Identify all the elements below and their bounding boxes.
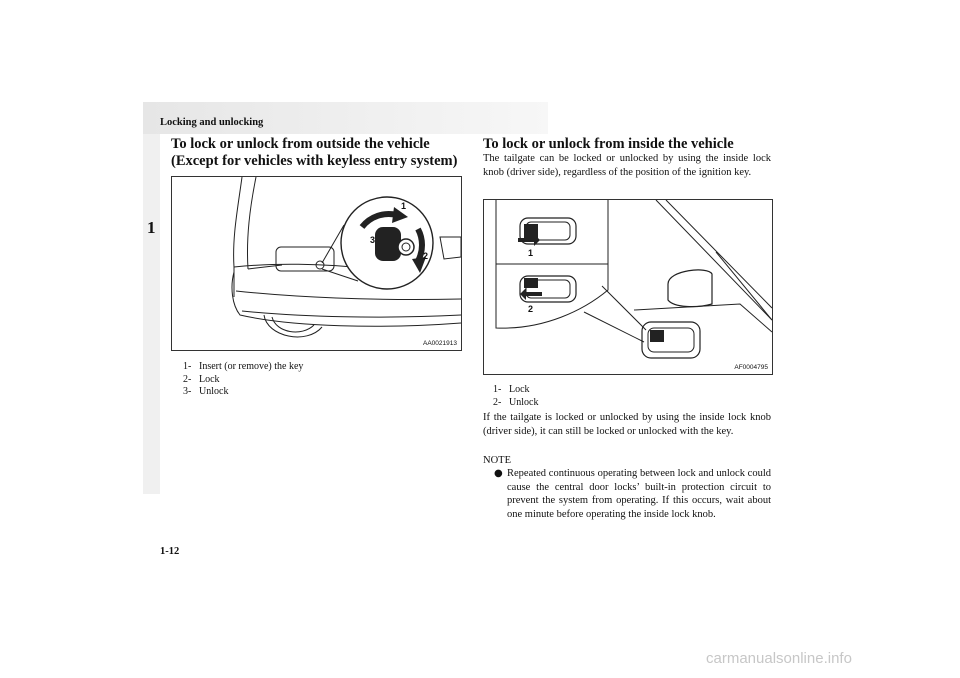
legend-item: 2- Lock (183, 373, 220, 385)
page-number: 1-12 (160, 546, 180, 557)
left-heading-line1: To lock or unlock from outside the vehicle (171, 136, 430, 152)
right-intro-paragraph: The tailgate can be locked or unlocked by using the inside lock knob (driver side), regardless of the position of the ignition key. (483, 153, 771, 178)
inside-lock-illustration (484, 200, 772, 374)
figure-code: AA0021913 (423, 340, 457, 347)
tailgate-key-illustration (172, 177, 461, 350)
callout-2: 2 (528, 304, 534, 314)
inside-lock-knob-figure (483, 199, 773, 375)
note-item (483, 467, 771, 521)
note-label: NOTE (483, 455, 511, 466)
callout-2: 2 (423, 251, 429, 261)
callout-3: 3 (370, 235, 376, 245)
left-legend (183, 361, 303, 399)
right-section-heading: To lock or unlock from inside the vehicle (483, 136, 734, 152)
tailgate-key-figure (171, 176, 462, 351)
callout-1: 1 (528, 248, 534, 258)
legend-item: 2- Unlock (493, 396, 539, 408)
watermark: carmanualsonline.info (706, 650, 852, 667)
bullet-icon: ● (494, 468, 503, 479)
left-section-heading (171, 136, 471, 170)
legend-item: 1- Lock (493, 384, 530, 395)
running-head: Locking and unlocking (160, 117, 264, 128)
callout-1: 1 (401, 201, 407, 211)
figure-code: AF0004795 (734, 364, 768, 371)
body-paragraph: If the tailgate is locked or unlocked by using the inside lock knob (driver side), it can still be locked or unlocked with the key. (483, 412, 771, 437)
chapter-number: 1 (147, 218, 156, 237)
right-legend (493, 384, 538, 409)
legend-item: 3- Unlock (183, 386, 229, 397)
legend-item: 1- Insert (or remove) the key (183, 361, 304, 372)
left-heading-line2: (Except for vehicles with keyless entry system) (171, 153, 458, 169)
chapter-tab (143, 134, 160, 494)
note-text: Repeated continuous operating between lock and unlock could cause the central door locks’ built-in protection circuit to prevent the system from operating. If this occurs, wait about one minute before operating the inside lock knob. (507, 468, 771, 520)
